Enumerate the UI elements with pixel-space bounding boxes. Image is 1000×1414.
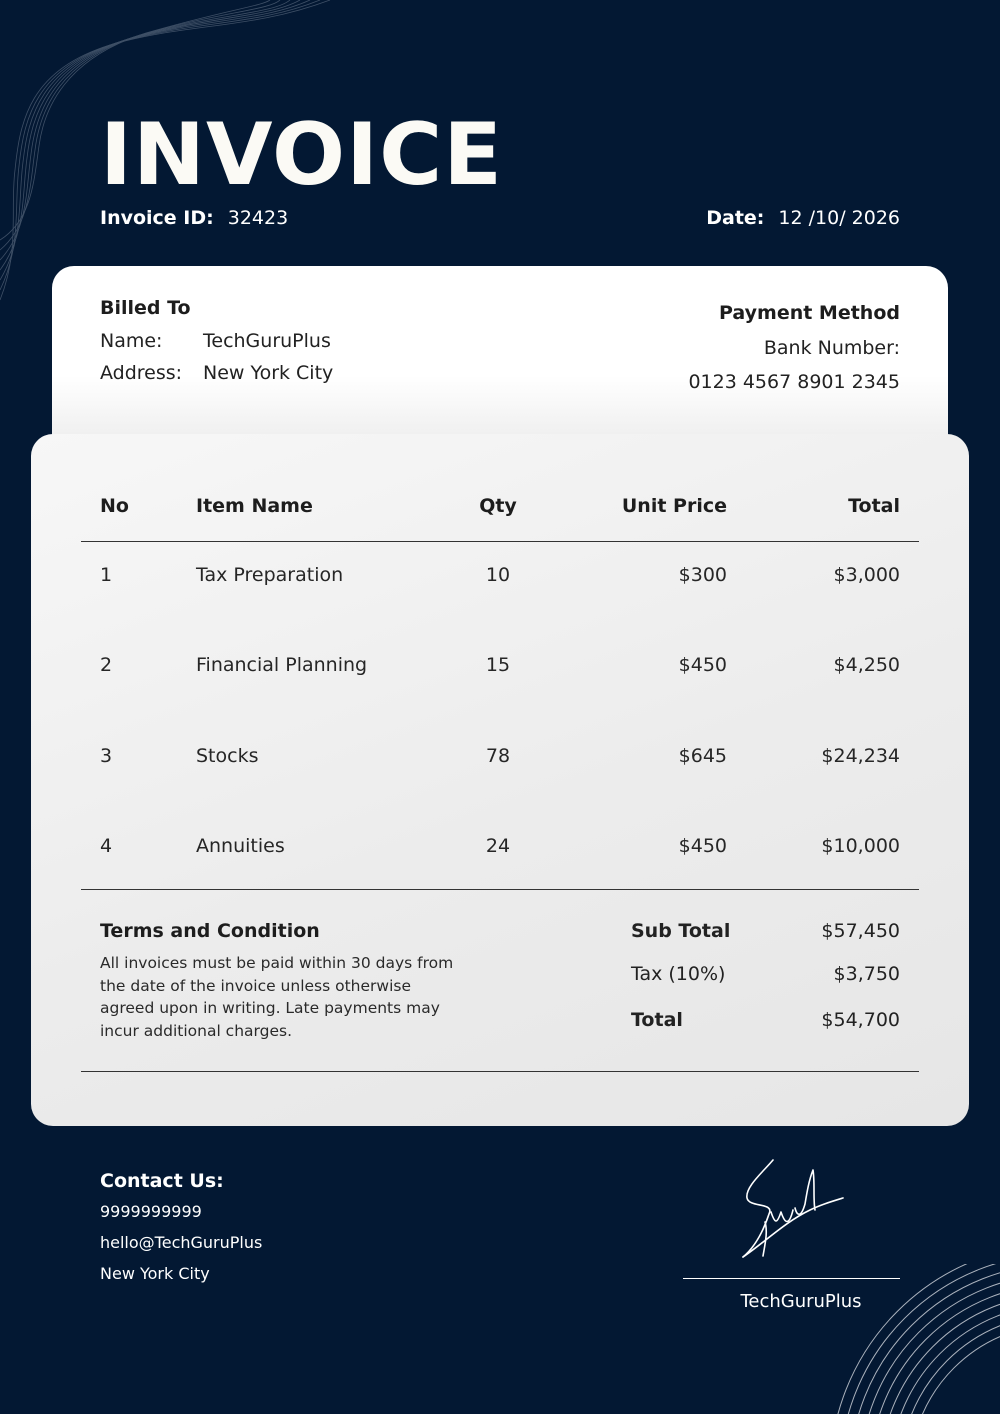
contact-city: New York City [100,1264,210,1283]
subtotal-value: $57,450 [821,920,900,942]
address-value: New York City [203,362,334,384]
row-no: 2 [100,654,113,676]
row-no: 1 [100,564,113,586]
row-item-name: Stocks [196,745,259,767]
row-item-name: Tax Preparation [196,564,344,586]
invoice-id-label: Invoice ID: [100,207,214,229]
invoice-title: INVOICE [100,105,503,205]
subtotal-label: Sub Total [631,920,731,942]
row-total: $10,000 [821,835,900,857]
terms-heading: Terms and Condition [100,920,320,942]
bank-number-label: Bank Number: [763,337,900,359]
row-qty: 15 [485,654,511,676]
header-no: No [100,495,129,517]
name-value: TechGuruPlus [203,330,331,352]
row-unit-price: $645 [678,745,727,767]
circle-lines-decoration [810,1264,1000,1414]
row-unit-price: $450 [678,654,727,676]
items-divider [81,889,919,890]
row-unit-price: $450 [678,835,727,857]
row-no: 3 [100,745,113,767]
contact-phone: 9999999999 [100,1202,202,1221]
contact-email: hello@TechGuruPlus [100,1233,263,1252]
row-qty: 10 [485,564,511,586]
row-total: $24,234 [821,745,900,767]
header-qty: Qty [479,495,517,517]
tax-label: Tax (10%) [631,963,726,985]
invoice-id-value: 32423 [227,207,289,229]
signature-name: TechGuruPlus [740,1291,862,1312]
row-item-name: Annuities [196,835,285,857]
signature-graphic [735,1152,850,1267]
header-item-name: Item Name [196,495,313,517]
date-label: Date: [706,207,765,229]
row-total: $3,000 [833,564,900,586]
invoice-id [100,207,288,229]
items-card [31,434,969,1126]
row-total: $4,250 [833,654,900,676]
header-divider [81,541,919,542]
terms-text: All invoices must be paid within 30 days from the date of the invoice unless otherwise agreed upon in writing. Late payments may incur additional charges. [100,954,454,1040]
total-label: Total [631,1009,683,1031]
summary-divider [81,1071,919,1072]
header-total: Total [848,495,900,517]
tax-value: $3,750 [833,963,900,985]
contact-heading: Contact Us: [100,1170,224,1192]
name-label: Name: [100,330,163,352]
row-item-name: Financial Planning [196,654,368,676]
row-no: 4 [100,835,113,857]
row-unit-price: $300 [678,564,727,586]
signature-line [683,1278,900,1279]
billed-to-heading: Billed To [100,297,191,319]
invoice-date [706,207,900,229]
address-label: Address: [100,362,183,384]
row-qty: 24 [485,835,511,857]
total-value: $54,700 [821,1009,900,1031]
billed-name-row [100,330,331,352]
date-value: 12 /10/ 2026 [778,207,900,229]
header-unit-price: Unit Price [621,495,727,517]
payment-method-heading: Payment Method [718,302,900,324]
bank-number-value: 0123 4567 8901 2345 [688,371,900,393]
billed-address-row [100,362,333,384]
row-qty: 78 [485,745,511,767]
